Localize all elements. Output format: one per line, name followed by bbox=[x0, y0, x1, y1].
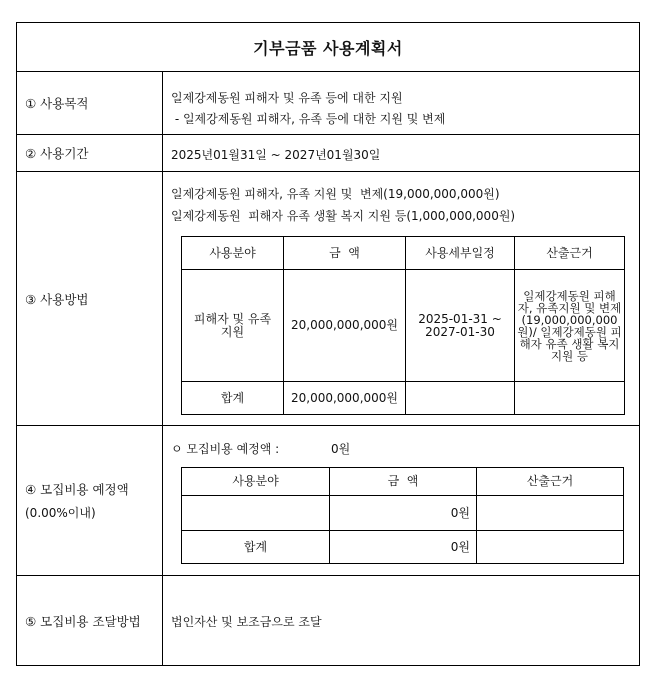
method-cell-schedule: 2025-01-31 ~ 2027-01-30 bbox=[406, 270, 515, 382]
fundraising-cell-amount: 0원 bbox=[330, 496, 477, 531]
method-cell-field: 피해자 및 유족 지원 bbox=[182, 270, 284, 382]
fundraising-header-amount: 금 액 bbox=[330, 468, 477, 496]
funding-value: 법인자산 및 보조금으로 조달 bbox=[171, 615, 322, 629]
period-label bbox=[17, 135, 163, 171]
fundraising-total-amount: 0원 bbox=[330, 531, 477, 564]
funding-row bbox=[17, 576, 639, 666]
method-header-amount: 금 액 bbox=[284, 237, 406, 270]
method-line-2: 일제강제동원 피해자 유족 생활 복지 지원 등(1,000,000,000원) bbox=[171, 209, 516, 223]
funding-label bbox=[17, 576, 163, 666]
method-total-empty-2 bbox=[515, 382, 625, 415]
method-total-amount: 20,000,000,000원 bbox=[284, 382, 406, 415]
period-value: 2025년01월31일 ~ 2027년01월30일 bbox=[171, 148, 381, 162]
fundraising-row bbox=[17, 426, 639, 576]
fundraising-cell-basis bbox=[477, 496, 624, 531]
method-total-label: 합계 bbox=[182, 382, 284, 415]
method-row bbox=[17, 172, 639, 426]
method-cell-amount: 20,000,000,000원 bbox=[284, 270, 406, 382]
fundraising-total-label: 합계 bbox=[182, 531, 330, 564]
fundraising-content bbox=[163, 426, 639, 575]
fundraising-header-field: 사용분야 bbox=[182, 468, 330, 496]
funding-label-text: ⑤ 모집비용 조달방법 bbox=[25, 614, 141, 629]
purpose-content bbox=[163, 71, 639, 134]
method-label bbox=[17, 172, 163, 425]
method-line-1: 일제강제동원 피해자, 유족 지원 및 변제(19,000,000,000원) bbox=[171, 187, 500, 201]
method-cell-basis: 일제강제동원 피해자, 유족지원 및 변제(19,000,000,000원)/ 일제강제동원 피해자 유족 생활 복지 지원 등 bbox=[515, 270, 625, 382]
plan-document bbox=[16, 22, 640, 666]
fundraising-table bbox=[181, 467, 624, 564]
fundraising-sublabel: (0.00%이내) bbox=[25, 506, 96, 520]
funding-content bbox=[163, 576, 639, 666]
fundraising-label-text: ④ 모집비용 예정액 bbox=[25, 482, 129, 497]
method-header-basis: 산출근거 bbox=[515, 237, 625, 270]
fundraising-bullet: ㅇ 모집비용 예정액 : bbox=[171, 442, 280, 456]
method-label-text: ③ 사용방법 bbox=[25, 291, 89, 307]
method-table bbox=[181, 236, 625, 415]
purpose-line-1: 일제강제동원 피해자 및 유족 등에 대한 지원 bbox=[171, 91, 403, 105]
fundraising-cell-field bbox=[182, 496, 330, 531]
period-label-text: ② 사용기간 bbox=[25, 146, 89, 161]
method-header-schedule: 사용세부일정 bbox=[406, 237, 515, 270]
period-row bbox=[17, 135, 639, 172]
method-content bbox=[163, 172, 639, 425]
method-header-field: 사용분야 bbox=[182, 237, 284, 270]
purpose-label bbox=[17, 71, 163, 134]
period-content bbox=[163, 135, 639, 171]
fundraising-total-empty bbox=[477, 531, 624, 564]
purpose-label-text: ① 사용목적 bbox=[25, 95, 89, 111]
document-title: 기부금품 사용계획서 bbox=[17, 23, 639, 72]
fundraising-header-basis: 산출근거 bbox=[477, 468, 624, 496]
purpose-row bbox=[17, 71, 639, 135]
method-total-empty-1 bbox=[406, 382, 515, 415]
purpose-line-2: - 일제강제동원 피해자, 유족 등에 대한 지원 및 변제 bbox=[171, 112, 446, 126]
fundraising-bullet-value: 0원 bbox=[331, 442, 351, 456]
fundraising-label bbox=[17, 426, 163, 575]
